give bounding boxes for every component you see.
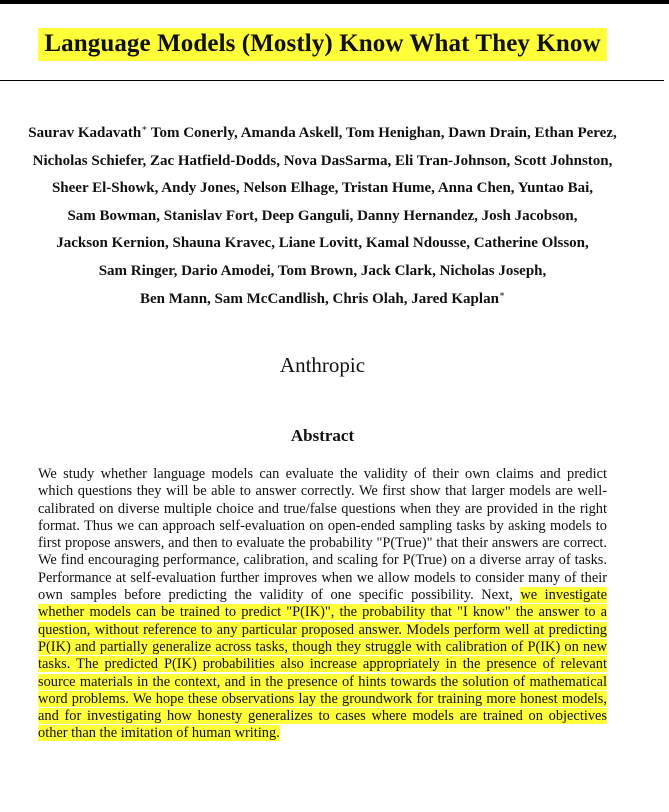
abstract-heading: Abstract [290,426,355,445]
author-line: Sam Bowman, Stanislav Fort, Deep Ganguli, Danny Hernandez, Josh Jacobson, [67,207,578,224]
footnote-mark: ∗ [141,123,148,133]
author-line: Sam Ringer, Dario Amodei, Tom Brown, Jack Clark, Nicholas Joseph, [98,262,547,279]
author-line-text: Ben Mann, Sam McCandlish, Chris Olah, Jared Kaplan [139,290,499,307]
author-line: Sheer El-Showk, Andy Jones, Nelson Elhage, Tristan Hume, Anna Chen, Yuntao Bai, [51,180,594,197]
abstract-body [38,466,607,743]
footnote-mark: ∗ [498,288,506,299]
author-line: Jackson Kernion, Shauna Kravec, Liane Lovitt, Kamal Ndousse, Catherine Olsson, [56,235,589,252]
author-line [0,286,645,314]
author-line-text: Tom Conerly, Amanda Askell, Tom Henighan, Dawn Drain, Ethan Perez, [147,125,617,141]
abstract-highlighted-text: we investigate whether models can be trained to predict "P(IK)", the probability that "I know" the answer to a question, without reference to any particular proposed answer. Models perform well at predicting P(IK) and partially generalize across tasks, though they struggle with calibration of P(IK) on new tasks. The predicted P(IK) probabilities also increase appropriately in the presence of relevant source materials in the context, and in the presence of hints towards the solution of mathematical word problems. We hope these observations lay the groundwork for training more honest models, and for investigating how honesty generalizes to cases where models are trained on objectives other than the imitation of human writing. [38,587,608,742]
author-line: Nicholas Schiefer, Zac Hatfield-Dodds, Nova DasSarma, Eli Tran-Johnson, Scott Johnston, [32,152,613,169]
title-block [0,28,645,61]
affiliation: Anthropic [279,353,366,377]
author-list [0,120,645,313]
author-line-text: Saurav Kadavath [28,125,142,141]
title-rule [0,80,664,81]
author-line [0,120,645,148]
top-rule [0,0,669,4]
paper-title: Language Models (Mostly) Know What They Know [38,28,606,61]
abstract-plain-text: We study whether language models can evaluate the validity of their own claims and predict which questions they will be able to answer correctly. We first show that larger models are well-calibrated on diverse multiple choice and true/false questions when they are provided in the right format. Thus we can approach self-evaluation on open-ended sampling tasks by asking models to first propose answers, and then to evaluate the probability "P(True)" that their answers are correct. We find encouraging performance, calibration, and scaling for P(True) on a diverse array of tasks. Performance at self-evaluation further improves when we allow models to consider many of their own samples before predicting the validity of one specific possibility. Next, [38,466,607,604]
